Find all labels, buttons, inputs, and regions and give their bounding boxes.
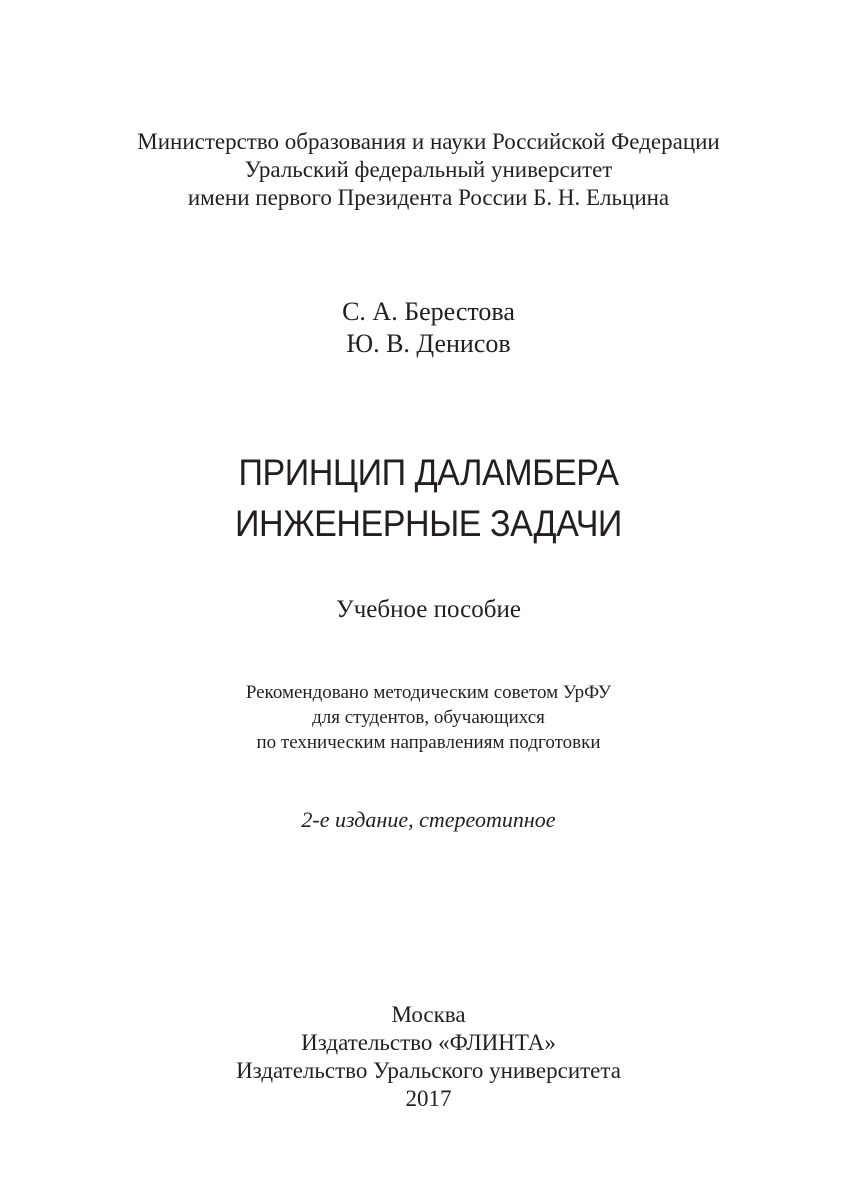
recommendation-line-1: Рекомендовано методическим советом УрФУ: [245, 682, 612, 703]
university-name-line: имени первого Президента России Б. Н. Ельцина: [187, 185, 670, 210]
ministry-line: Министерство образования и науки Российской Федерации: [137, 129, 720, 154]
title-line-1: ПРИНЦИП ДАЛАМБЕРА: [238, 452, 619, 493]
ministry-header: [0, 128, 857, 212]
book-title: [34, 447, 822, 549]
author-2: Ю. В. Денисов: [346, 329, 511, 358]
authors: [0, 296, 857, 360]
imprint: [0, 1001, 857, 1113]
recommendation-line-2: для студентов, обучающихся: [312, 707, 545, 728]
imprint-publisher-2: Издательство Уральского университета: [236, 1058, 621, 1083]
imprint-city: Москва: [391, 1002, 466, 1027]
book-subtitle: Учебное пособие: [336, 596, 521, 623]
recommendation: [0, 680, 857, 755]
title-line-2: ИНЖЕНЕРНЫЕ ЗАДАЧИ: [235, 503, 622, 544]
recommendation-line-3: по техническим направлениям подготовки: [256, 732, 601, 753]
author-1: С. А. Берестова: [342, 297, 515, 326]
imprint-year: 2017: [405, 1086, 452, 1111]
university-line: Уральский федеральный университет: [244, 157, 613, 182]
imprint-publisher-1: Издательство «ФЛИНТА»: [301, 1030, 556, 1055]
edition-note: 2-е издание, стереотипное: [301, 807, 556, 832]
